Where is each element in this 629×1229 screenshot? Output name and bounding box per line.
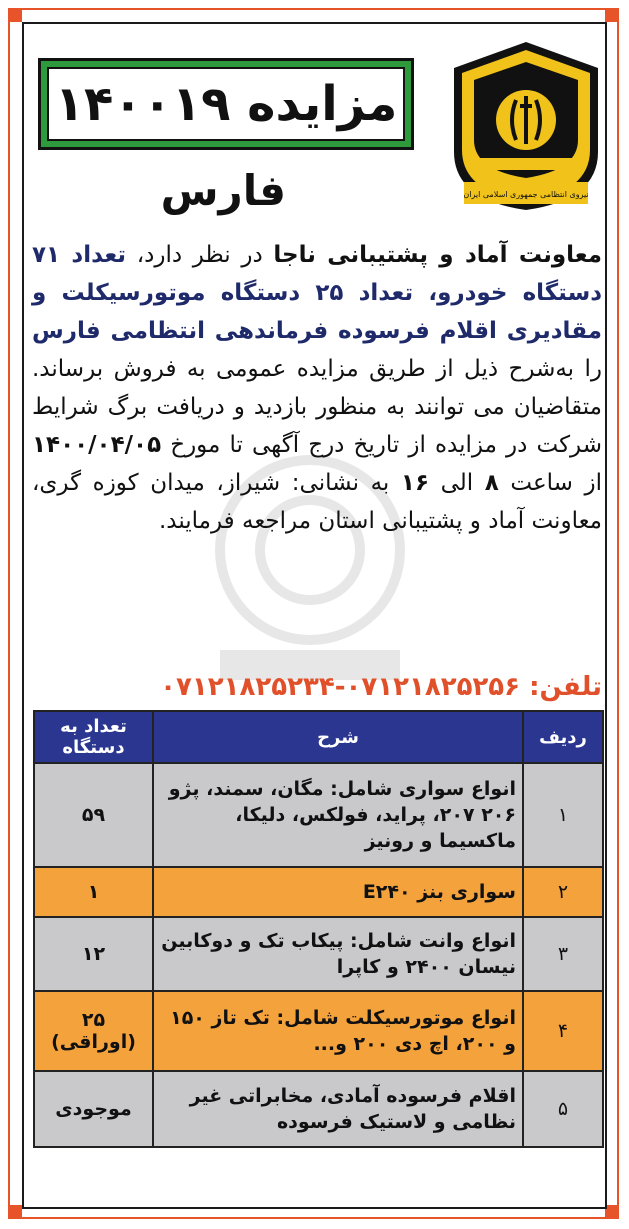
row-qty: موجودی	[34, 1071, 153, 1147]
header-idx: ردیف	[523, 711, 603, 763]
body-text-a: را به‌شرح ذیل از طریق مزایده عمومی به فروش برساند. متقاضیان می توانند به منظور بازدید و دریافت برگ شرایط شرکت در مزایده از تاریخ درج آگهی تا مورخ	[32, 356, 602, 458]
announcement-body	[32, 236, 602, 540]
hour-to: ۱۶	[400, 470, 429, 496]
phone-line	[30, 672, 602, 702]
corner-decoration	[8, 8, 22, 22]
row-qty: ۵۹	[34, 763, 153, 867]
corner-decoration	[8, 1205, 22, 1219]
organization-name: معاونت آماد و پشتیبانی ناجا	[273, 242, 603, 268]
row-qty: ۱	[34, 867, 153, 917]
items-table	[33, 710, 604, 1148]
intro-text: در نظر دارد،	[136, 242, 263, 268]
row-idx: ۴	[523, 991, 603, 1071]
table-row	[34, 763, 603, 867]
table-header-row	[34, 711, 603, 763]
row-idx: ۳	[523, 917, 603, 991]
auction-items-highlight: تعداد ۷۱ دستگاه خودرو، تعداد ۲۵ دستگاه موتورسیکلت و مقادیری اقلام فرسوده فرماندهی انتظامی فارس	[32, 242, 602, 344]
row-idx: ۱	[523, 763, 603, 867]
table-row	[34, 991, 603, 1071]
province-name: فارس	[160, 166, 286, 215]
hour-from: ۸	[484, 470, 499, 496]
corner-decoration	[605, 8, 619, 22]
row-desc: انواع وانت شامل: پیکاب تک و دوکابین نیسان ۲۴۰۰ و کاپرا	[153, 917, 523, 991]
emblem-caption: نیروی انتظامی جمهوری اسلامی ایران	[463, 190, 589, 199]
phone-numbers: ۰۷۱۲۱۸۲۵۲۵۶-۰۷۱۲۱۸۲۵۲۳۴	[160, 672, 521, 702]
table-row	[34, 1071, 603, 1147]
row-desc: اقلام فرسوده آمادی، مخابراتی غیر نظامی و لاستیک فرسوده	[153, 1071, 523, 1147]
auction-title: مزایده ۱۴۰۰۱۹	[54, 76, 398, 132]
header-qty: تعداد به دستگاه	[34, 711, 153, 763]
body-text-b: از ساعت	[510, 470, 603, 496]
row-desc: سواری بنز E۲۴۰	[153, 867, 523, 917]
phone-label: تلفن:	[529, 672, 602, 702]
row-idx: ۲	[523, 867, 603, 917]
address-text: به نشانی: شیراز، میدان کوزه گری، معاونت آماد و پشتیبانی استان مراجعه فرمایند.	[32, 470, 602, 534]
corner-decoration	[605, 1205, 619, 1219]
police-emblem-icon	[450, 40, 602, 212]
row-idx: ۵	[523, 1071, 603, 1147]
row-desc: انواع موتورسیکلت شامل: تک تاز ۱۵۰ و ۲۰۰، اچ دی ۲۰۰ و...	[153, 991, 523, 1071]
table-row	[34, 867, 603, 917]
auction-title-box	[38, 58, 414, 150]
header-desc: شرح	[153, 711, 523, 763]
deadline-date: ۱۴۰۰/۰۴/۰۵	[32, 432, 162, 458]
body-text-c: الی	[440, 470, 474, 496]
row-qty: ۱۲	[34, 917, 153, 991]
row-qty: ۲۵ (اوراقی)	[34, 991, 153, 1071]
table-row	[34, 917, 603, 991]
row-desc: انواع سواری شامل: مگان، سمند، پژو ۲۰۶ ۲۰۷، پراید، فولکس، دلیکا، ماکسیما و رونیز	[153, 763, 523, 867]
